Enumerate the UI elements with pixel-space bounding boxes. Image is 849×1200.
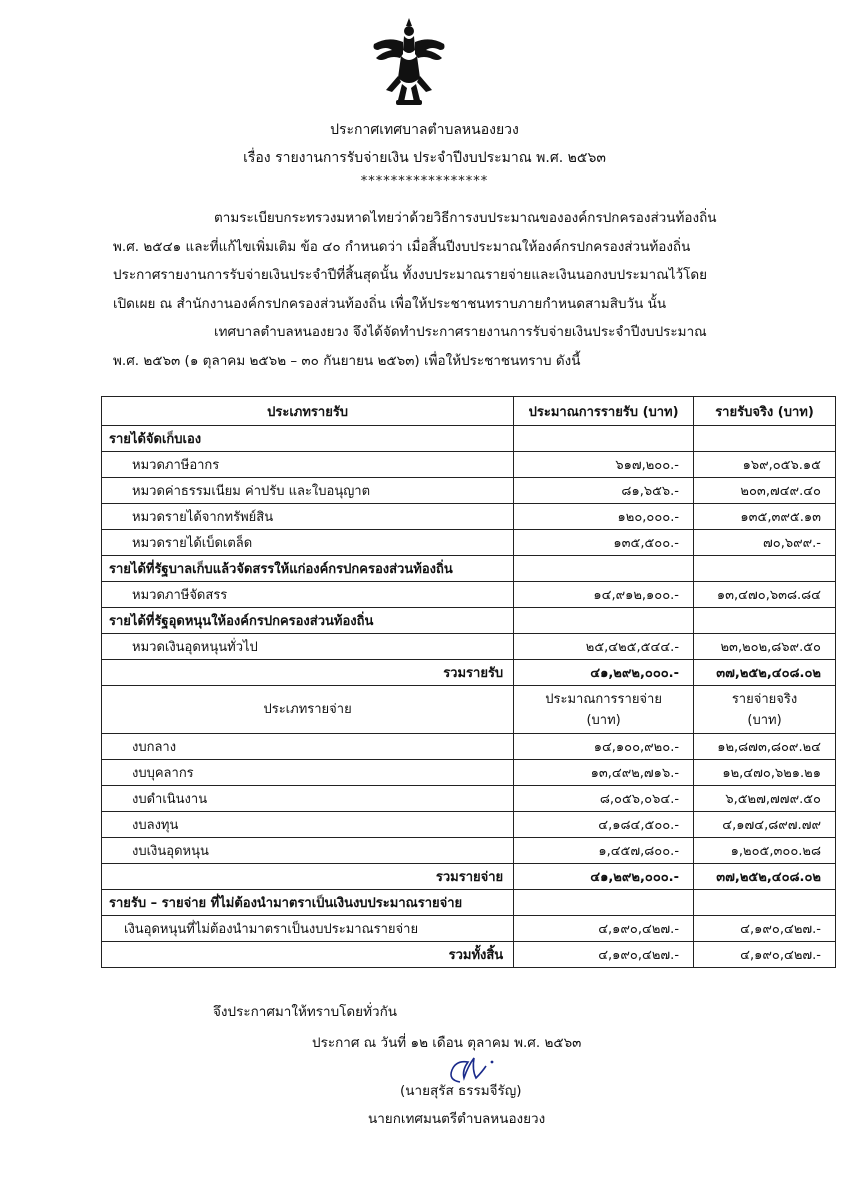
grand-total-label: รวมทั้งสิ้น	[102, 942, 514, 968]
row-label: หมวดรายได้เบ็ดเตล็ด	[102, 530, 514, 556]
header-expense-type: ประเภทรายจ่าย	[102, 686, 514, 734]
total-expense-actual: ๓๗,๒๕๒,๔๐๘.๐๒	[694, 864, 836, 890]
announcement-date: ประกาศ ณ วันที่ ๑๒ เดือน ตุลาคม พ.ศ. ๒๕๖๓	[312, 1035, 582, 1051]
table-row	[102, 530, 836, 556]
row-actual: ๑๖๙,๐๕๖.๑๕	[694, 452, 836, 478]
total-expense-estimate: ๔๑,๒๙๒,๐๐๐.-	[514, 864, 694, 890]
table-row	[102, 760, 836, 786]
row-actual: ๑,๒๐๕,๓๐๐.๒๘	[694, 838, 836, 864]
table-row	[102, 786, 836, 812]
row-actual: ๔,๑๗๔,๘๙๗.๗๙	[694, 812, 836, 838]
total-income-label: รวมรายรับ	[102, 660, 514, 686]
row-label: งบบุคลากร	[102, 760, 514, 786]
table-row	[102, 734, 836, 760]
row-actual: ๒๓,๒๐๒,๘๖๙.๕๐	[694, 634, 836, 660]
row-estimate: ๑๔,๑๐๐,๙๒๐.-	[514, 734, 694, 760]
row-estimate: ๑๓๕,๕๐๐.-	[514, 530, 694, 556]
total-income-row	[102, 660, 836, 686]
row-label: งบเงินอุดหนุน	[102, 838, 514, 864]
table-row	[102, 916, 836, 942]
paragraph-regulation	[113, 204, 753, 318]
row-estimate: ๘,๐๕๖,๐๖๔.-	[514, 786, 694, 812]
row-estimate: ๑๒๐,๐๐๐.-	[514, 504, 694, 530]
row-label: หมวดเงินอุดหนุนทั่วไป	[102, 634, 514, 660]
table-row	[102, 504, 836, 530]
income-expense-table	[101, 396, 836, 968]
paragraph-line: พ.ศ. ๒๕๔๑ และที่แก้ไขเพิ่มเติม ข้อ ๔๐ กำหนดว่า เมื่อสิ้นปีงบประมาณให้องค์กรปกครองส่วนท้องถิ่น	[113, 238, 691, 255]
row-estimate: ๔,๑๙๐,๔๒๗.-	[514, 916, 694, 942]
paragraph-report	[113, 318, 753, 375]
header-expense-estimate-line1: ประมาณการรายจ่าย	[545, 691, 662, 707]
table-row	[102, 608, 836, 634]
row-estimate: ๖๑๗,๒๐๐.-	[514, 452, 694, 478]
doc-separator: *****************	[360, 174, 489, 189]
total-expense-label: รวมรายจ่าย	[102, 864, 514, 890]
row-label: งบลงทุน	[102, 812, 514, 838]
row-actual: ๑๓๕,๓๙๕.๑๓	[694, 504, 836, 530]
total-income-estimate: ๔๑,๒๙๒,๐๐๐.-	[514, 660, 694, 686]
paragraph-line: ประกาศรายงานการรับจ่ายเงินประจำปีที่สิ้นสุดนั้น ทั้งงบประมาณรายจ่ายและเงินนอกงบประมาณไว้โดย	[113, 267, 708, 284]
row-estimate: ๑๓,๔๙๒,๗๑๖.-	[514, 760, 694, 786]
row-actual: ๑๓,๔๗๐,๖๓๘.๘๔	[694, 582, 836, 608]
row-label: งบกลาง	[102, 734, 514, 760]
row-label: เงินอุดหนุนที่ไม่ต้องนำมาตราเป็นงบประมาณรายจ่าย	[102, 916, 514, 942]
table-row	[102, 556, 836, 582]
header-income-actual: รายรับจริง (บาท)	[694, 397, 836, 426]
signer-name: (นายสุรัส ธรรมจีรัญ)	[400, 1083, 522, 1099]
table-row	[102, 478, 836, 504]
row-actual: ๑๒,๘๗๓,๘๐๙.๒๔	[694, 734, 836, 760]
table-row	[102, 426, 836, 452]
row-actual: ๖,๕๒๗,๗๗๙.๕๐	[694, 786, 836, 812]
doc-subject: เรื่อง รายงานการรับจ่ายเงิน ประจำปีงบประมาณ พ.ศ. ๒๕๖๓	[243, 150, 606, 166]
table-row	[102, 582, 836, 608]
paragraph-line: เทศบาลตำบลหนองยวง จึงได้จัดทำประกาศรายงานการรับจ่ายเงินประจำปีงบประมาณ	[214, 324, 707, 340]
category-extra-budget: รายรับ – รายจ่าย ที่ไม่ต้องนำมาตราเป็นเงินงบประมาณรายจ่าย	[102, 890, 514, 916]
row-estimate: ๑๔,๙๑๒,๑๐๐.-	[514, 582, 694, 608]
header-expense-estimate	[514, 686, 694, 734]
header-expense-estimate-line2: (บาท)	[586, 712, 621, 728]
table-row	[102, 634, 836, 660]
expense-header-row	[102, 686, 836, 734]
row-label: หมวดภาษีจัดสรร	[102, 582, 514, 608]
row-estimate: ๘๑,๖๕๖.-	[514, 478, 694, 504]
header-income-estimate: ประมาณการรายรับ (บาท)	[514, 397, 694, 426]
row-actual: ๔,๑๙๐,๔๒๗.-	[694, 916, 836, 942]
paragraph-line: พ.ศ. ๒๕๖๓ (๑ ตุลาคม ๒๕๖๒ – ๓๐ กันยายน ๒๕๖๓) เพื่อให้ประชาชนทราบ ดังนี้	[113, 352, 581, 369]
category-state-allocated: รายได้ที่รัฐบาลเก็บแล้วจัดสรรให้แก่องค์กรปกครองส่วนท้องถิ่น	[102, 556, 514, 582]
doc-title: ประกาศเทศบาลตำบลหนองยวง	[330, 122, 519, 138]
header-expense-actual-line2: (บาท)	[747, 712, 782, 728]
row-label: หมวดภาษีอากร	[102, 452, 514, 478]
total-income-actual: ๓๗,๒๕๒,๔๐๘.๐๒	[694, 660, 836, 686]
grand-total-row	[102, 942, 836, 968]
row-estimate: ๔,๑๘๔,๕๐๐.-	[514, 812, 694, 838]
table-row	[102, 890, 836, 916]
table-row	[102, 452, 836, 478]
header-expense-actual-line1: รายจ่ายจริง	[731, 691, 798, 707]
income-header-row	[102, 397, 836, 426]
row-actual: ๗๐,๖๙๙.-	[694, 530, 836, 556]
paragraph-line: ตามระเบียบกระทรวงมหาดไทยว่าด้วยวิธีการงบประมาณขององค์กรปกครองส่วนท้องถิ่น	[214, 210, 717, 226]
total-expense-row	[102, 864, 836, 890]
table-row	[102, 812, 836, 838]
category-self-collected: รายได้จัดเก็บเอง	[102, 426, 514, 452]
row-actual: ๑๒,๔๗๐,๖๒๑.๒๑	[694, 760, 836, 786]
row-label: งบดำเนินงาน	[102, 786, 514, 812]
paragraph-line: เปิดเผย ณ สำนักงานองค์กรปกครองส่วนท้องถิ่น เพื่อให้ประชาชนทราบภายกำหนดสามสิบวัน นั้น	[113, 295, 667, 312]
header-expense-actual	[694, 686, 836, 734]
category-state-subsidy: รายได้ที่รัฐอุดหนุนให้องค์กรปกครองส่วนท้องถิ่น	[102, 608, 514, 634]
row-label: หมวดรายได้จากทรัพย์สิน	[102, 504, 514, 530]
row-actual: ๒๐๓,๗๔๙.๔๐	[694, 478, 836, 504]
row-estimate: ๑,๔๕๗,๘๐๐.-	[514, 838, 694, 864]
grand-total-estimate: ๔,๑๙๐,๔๒๗.-	[514, 942, 694, 968]
announcement-text: จึงประกาศมาให้ทราบโดยทั่วกัน	[213, 1004, 397, 1020]
row-label: หมวดค่าธรรมเนียม ค่าปรับ และใบอนุญาต	[102, 478, 514, 504]
garuda-emblem-icon	[368, 16, 450, 108]
row-estimate: ๒๕,๔๒๕,๕๔๔.-	[514, 634, 694, 660]
signer-title: นายกเทศมนตรีตำบลหนองยวง	[368, 1111, 546, 1127]
header-income-type: ประเภทรายรับ	[102, 397, 514, 426]
table-row	[102, 838, 836, 864]
grand-total-actual: ๔,๑๙๐,๔๒๗.-	[694, 942, 836, 968]
